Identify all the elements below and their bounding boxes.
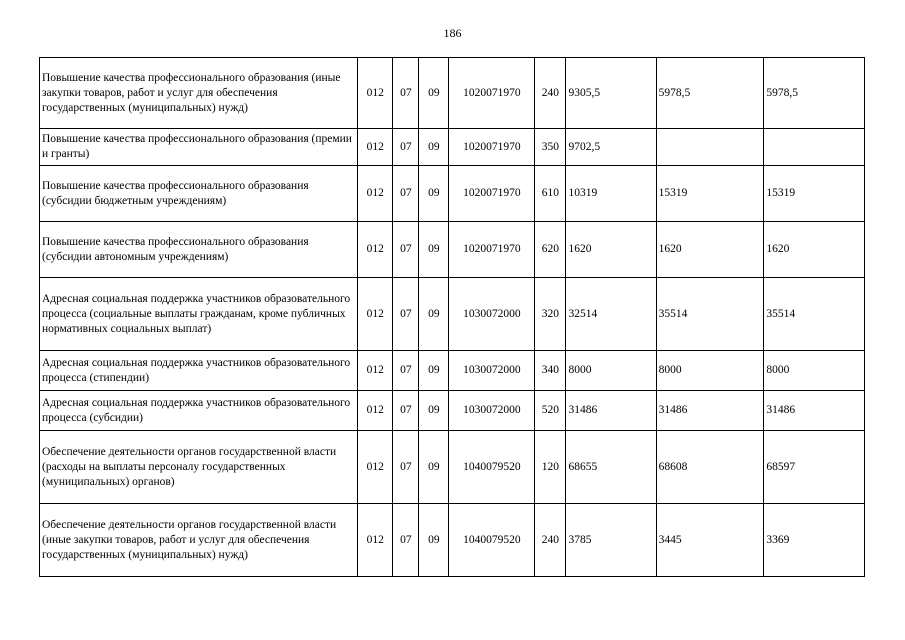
section-code: 07 (393, 504, 419, 577)
amount-year-1: 8000 (566, 351, 656, 391)
ministry-code: 012 (358, 391, 393, 431)
amount-year-1: 9702,5 (566, 129, 656, 166)
ministry-code: 012 (358, 431, 393, 504)
amount-year-1: 68655 (566, 431, 656, 504)
amount-year-3: 15319 (764, 166, 865, 222)
target-article-code: 1020071970 (449, 58, 535, 129)
target-article-code: 1020071970 (449, 129, 535, 166)
expense-name: Повышение качества профессионального образования (премии и гранты) (40, 129, 358, 166)
amount-year-2: 35514 (656, 278, 764, 351)
target-article-code: 1030072000 (449, 391, 535, 431)
section-code: 07 (393, 166, 419, 222)
ministry-code: 012 (358, 278, 393, 351)
ministry-code: 012 (358, 129, 393, 166)
expense-name: Повышение качества профессионального образования (субсидии автономным учреждениям) (40, 222, 358, 278)
target-article-code: 1040079520 (449, 504, 535, 577)
amount-year-2 (656, 129, 764, 166)
table-row (40, 166, 865, 222)
expense-type-code: 240 (535, 58, 566, 129)
ministry-code: 012 (358, 504, 393, 577)
expense-name: Адресная социальная поддержка участников образовательного процесса (стипендии) (40, 351, 358, 391)
subsection-code: 09 (419, 58, 449, 129)
amount-year-1: 3785 (566, 504, 656, 577)
table-row (40, 351, 865, 391)
budget-table (39, 57, 865, 577)
table-row (40, 58, 865, 129)
expense-type-code: 350 (535, 129, 566, 166)
amount-year-3: 3369 (764, 504, 865, 577)
expense-type-code: 340 (535, 351, 566, 391)
amount-year-2: 1620 (656, 222, 764, 278)
ministry-code: 012 (358, 222, 393, 278)
subsection-code: 09 (419, 222, 449, 278)
amount-year-2: 15319 (656, 166, 764, 222)
amount-year-2: 5978,5 (656, 58, 764, 129)
amount-year-3: 68597 (764, 431, 865, 504)
ministry-code: 012 (358, 166, 393, 222)
amount-year-3: 31486 (764, 391, 865, 431)
section-code: 07 (393, 391, 419, 431)
amount-year-1: 9305,5 (566, 58, 656, 129)
table-row (40, 222, 865, 278)
subsection-code: 09 (419, 431, 449, 504)
amount-year-2: 68608 (656, 431, 764, 504)
expense-type-code: 520 (535, 391, 566, 431)
ministry-code: 012 (358, 351, 393, 391)
subsection-code: 09 (419, 351, 449, 391)
amount-year-1: 32514 (566, 278, 656, 351)
expense-name: Обеспечение деятельности органов государственной власти (иные закупки товаров, работ и услуг для обеспечения государственных (муниципальных) нужд) (40, 504, 358, 577)
target-article-code: 1020071970 (449, 222, 535, 278)
subsection-code: 09 (419, 129, 449, 166)
expense-name: Адресная социальная поддержка участников образовательного процесса (субсидии) (40, 391, 358, 431)
amount-year-1: 10319 (566, 166, 656, 222)
target-article-code: 1030072000 (449, 278, 535, 351)
amount-year-3 (764, 129, 865, 166)
expense-name: Повышение качества профессионального образования (иные закупки товаров, работ и услуг для обеспечения государственных (муниципальных) нужд) (40, 58, 358, 129)
expense-type-code: 320 (535, 278, 566, 351)
subsection-code: 09 (419, 391, 449, 431)
target-article-code: 1040079520 (449, 431, 535, 504)
expense-type-code: 240 (535, 504, 566, 577)
amount-year-2: 8000 (656, 351, 764, 391)
expense-name: Повышение качества профессионального образования (субсидии бюджетным учреждениям) (40, 166, 358, 222)
amount-year-3: 5978,5 (764, 58, 865, 129)
amount-year-2: 3445 (656, 504, 764, 577)
expense-type-code: 120 (535, 431, 566, 504)
amount-year-2: 31486 (656, 391, 764, 431)
subsection-code: 09 (419, 278, 449, 351)
amount-year-3: 1620 (764, 222, 865, 278)
section-code: 07 (393, 431, 419, 504)
table-row (40, 504, 865, 577)
table-row (40, 129, 865, 166)
section-code: 07 (393, 278, 419, 351)
table-row (40, 431, 865, 504)
amount-year-1: 1620 (566, 222, 656, 278)
table-row (40, 391, 865, 431)
section-code: 07 (393, 58, 419, 129)
expense-name: Обеспечение деятельности органов государственной власти (расходы на выплаты персоналу государственных (муниципальных) органов) (40, 431, 358, 504)
amount-year-3: 35514 (764, 278, 865, 351)
subsection-code: 09 (419, 166, 449, 222)
ministry-code: 012 (358, 58, 393, 129)
section-code: 07 (393, 129, 419, 166)
expense-name: Адресная социальная поддержка участников образовательного процесса (социальные выплаты гражданам, кроме публичных нормативных социальных выплат) (40, 278, 358, 351)
page-number: 186 (443, 26, 462, 40)
section-code: 07 (393, 351, 419, 391)
table-row (40, 278, 865, 351)
subsection-code: 09 (419, 504, 449, 577)
section-code: 07 (393, 222, 419, 278)
expense-type-code: 610 (535, 166, 566, 222)
amount-year-3: 8000 (764, 351, 865, 391)
amount-year-1: 31486 (566, 391, 656, 431)
target-article-code: 1020071970 (449, 166, 535, 222)
expense-type-code: 620 (535, 222, 566, 278)
target-article-code: 1030072000 (449, 351, 535, 391)
